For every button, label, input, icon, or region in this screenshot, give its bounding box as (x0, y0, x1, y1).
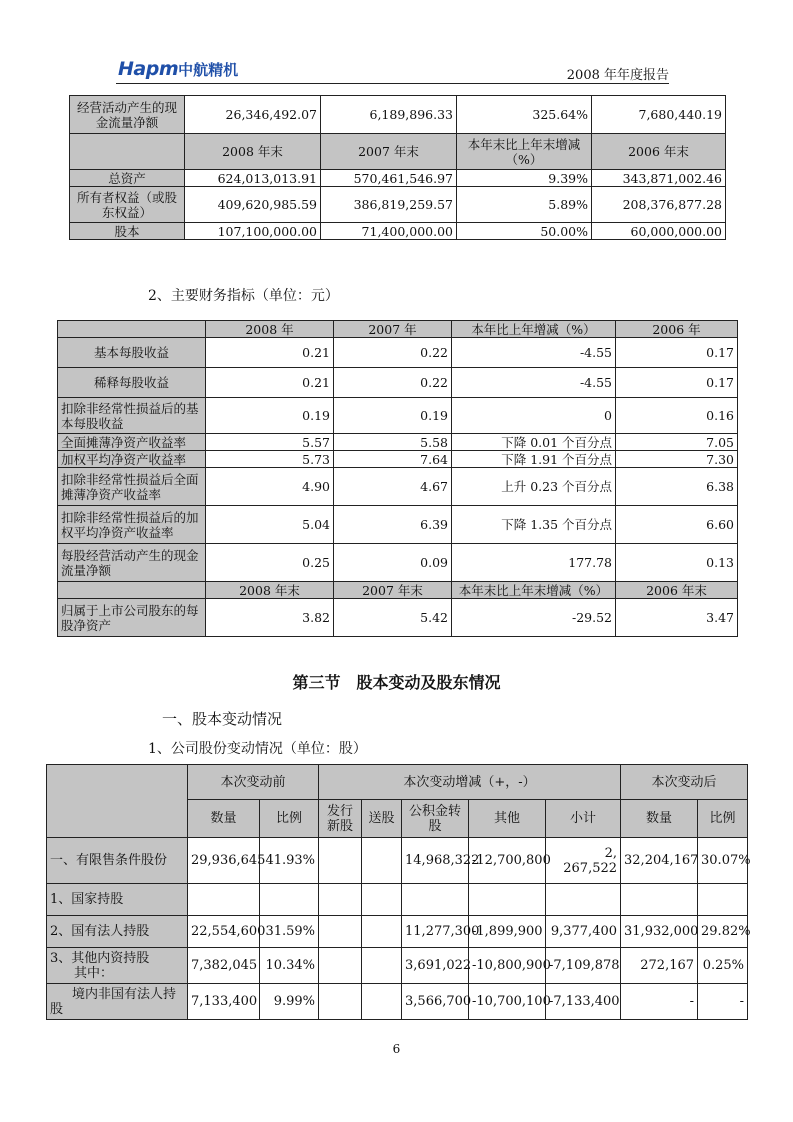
table-row (58, 506, 738, 544)
report-title: 2008 年年度报告 (566, 68, 669, 83)
cell: -12,700,800 (469, 838, 546, 884)
row-label: 扣除非经常性损益后的基本每股收益 (58, 398, 206, 434)
cell: 30.07% (698, 838, 748, 884)
cell: 60,000,000.00 (592, 223, 726, 240)
cell: 0.17 (616, 338, 738, 368)
table-row (47, 984, 748, 1020)
cell (319, 984, 362, 1020)
cell (188, 884, 260, 916)
header-cell: 其他 (469, 800, 546, 838)
cell: 6.39 (334, 506, 452, 544)
cell: - (621, 984, 698, 1020)
table-row (70, 96, 726, 134)
header-cell: 2008 年末 (185, 134, 321, 170)
cell: 0.21 (206, 368, 334, 398)
share-change-table (46, 764, 751, 1020)
header-cell: 本次变动增减（+，-） (319, 765, 621, 800)
cell: 0.09 (334, 544, 452, 582)
table-row (58, 338, 738, 368)
cell: 5.04 (206, 506, 334, 544)
cell (362, 838, 402, 884)
row-label: 2、国有法人持股 (47, 916, 188, 948)
row-label: 股本 (70, 223, 185, 240)
logo-english: Hapm (118, 58, 179, 80)
header-cell: 本年末比上年末增减（%） (457, 134, 592, 170)
cell: 177.78 (452, 544, 616, 582)
cell (469, 884, 546, 916)
cell: 386,819,259.57 (321, 187, 457, 223)
table-row (70, 223, 726, 240)
cell: 9,377,400 (546, 916, 621, 948)
cell: 5.89% (457, 187, 592, 223)
cell: - (698, 984, 748, 1020)
header-cell: 2008 年末 (206, 582, 334, 599)
table-row (58, 544, 738, 582)
cell (362, 948, 402, 984)
row-label: 经营活动产生的现金流量净额 (70, 96, 185, 134)
cell (621, 884, 698, 916)
header-cell: 2007 年末 (321, 134, 457, 170)
header-cell: 小计 (546, 800, 621, 838)
cell: 14,968,322 (402, 838, 469, 884)
header-cell: 2006 年 (616, 321, 738, 338)
cell: 0 (452, 398, 616, 434)
cell: 0.25 (206, 544, 334, 582)
row-label: 所有者权益（或股东权益） (70, 187, 185, 223)
cell: 3,566,700 (402, 984, 469, 1020)
table-group-header-row (47, 765, 748, 800)
header-cell: 2007 年末 (334, 582, 452, 599)
cell: -1,899,900 (469, 916, 546, 948)
table-row (70, 170, 726, 187)
cell: 0.16 (616, 398, 738, 434)
cell: -4.55 (452, 368, 616, 398)
cell: 0.13 (616, 544, 738, 582)
cell: -7,109,878 (546, 948, 621, 984)
cell: 409,620,985.59 (185, 187, 321, 223)
cell (362, 984, 402, 1020)
cell: 71,400,000.00 (321, 223, 457, 240)
header-cell: 公积金转股 (402, 800, 469, 838)
header-cell: 送股 (362, 800, 402, 838)
financial-indicators-table (57, 320, 738, 637)
header-cell (47, 765, 188, 838)
cell: 41.93% (260, 838, 319, 884)
cell: 624,013,013.91 (185, 170, 321, 187)
cell: 5.42 (334, 599, 452, 637)
cell: 9.99% (260, 984, 319, 1020)
subsection-heading: 1、公司股份变动情况（单位：股） (148, 741, 367, 757)
table-row (58, 434, 738, 451)
row-label: 加权平均净资产收益率 (58, 451, 206, 468)
table-row (58, 468, 738, 506)
cell: -7,133,400 (546, 984, 621, 1020)
cell: 29.82% (698, 916, 748, 948)
cell: 570,461,546.97 (321, 170, 457, 187)
header-cell: 2006 年末 (592, 134, 726, 170)
cell: 50.00% (457, 223, 592, 240)
cell: 下降 1.35 个百分点 (452, 506, 616, 544)
table-row (47, 884, 748, 916)
row-label-subline: 其中： (74, 965, 114, 981)
balance-summary-table (69, 95, 726, 240)
cell (260, 884, 319, 916)
cell: 9.39% (457, 170, 592, 187)
table-header-row (70, 134, 726, 170)
cell: -29.52 (452, 599, 616, 637)
cell: 0.21 (206, 338, 334, 368)
header-cell: 2006 年末 (616, 582, 738, 599)
subsection-heading: 一、股本变动情况 (162, 710, 283, 728)
row-label: 1、国家持股 (47, 884, 188, 916)
cell: -4.55 (452, 338, 616, 368)
cell (319, 948, 362, 984)
section-title: 第三节 股本变动及股东情况 (292, 673, 501, 692)
header-cell: 2007 年 (334, 321, 452, 338)
cell: 4.90 (206, 468, 334, 506)
header-cell: 本次变动前 (188, 765, 319, 800)
cell: 107,100,000.00 (185, 223, 321, 240)
header-cell (58, 321, 206, 338)
header-cell: 本年比上年增减（%） (452, 321, 616, 338)
cell: 5.57 (206, 434, 334, 451)
cell (319, 838, 362, 884)
cell: 6.38 (616, 468, 738, 506)
row-label: 总资产 (70, 170, 185, 187)
cell: -10,800,900 (469, 948, 546, 984)
logo-chinese: 中航精机 (178, 61, 239, 79)
cell: 0.25% (698, 948, 748, 984)
cell: 11,277,300 (402, 916, 469, 948)
table-header-row (58, 321, 738, 338)
cell: 208,376,877.28 (592, 187, 726, 223)
header-divider (116, 83, 669, 84)
table-row (58, 368, 738, 398)
cell: 4.67 (334, 468, 452, 506)
cell: 272,167 (621, 948, 698, 984)
section-heading-financial-indicators: 2、主要财务指标（单位：元） (148, 288, 339, 304)
header-cell: 数量 (621, 800, 698, 838)
cell: 上升 0.23 个百分点 (452, 468, 616, 506)
cell: 3.82 (206, 599, 334, 637)
cell (319, 916, 362, 948)
row-label: 基本每股收益 (58, 338, 206, 368)
header-cell: 数量 (188, 800, 260, 838)
cell: 7.30 (616, 451, 738, 468)
cell: 0.19 (334, 398, 452, 434)
page-number: 6 (392, 1042, 401, 1056)
cell: 26,346,492.07 (185, 96, 321, 134)
row-label: 稀释每股收益 (58, 368, 206, 398)
header-cell: 本次变动后 (621, 765, 748, 800)
cell: 32,204,167 (621, 838, 698, 884)
row-label: 每股经营活动产生的现金流量净额 (58, 544, 206, 582)
cell: 5.73 (206, 451, 334, 468)
header-cell: 发行新股 (319, 800, 362, 838)
cell: 31,932,000 (621, 916, 698, 948)
table-row (58, 451, 738, 468)
cell: 3.47 (616, 599, 738, 637)
cell: 10.34% (260, 948, 319, 984)
cell: -10,700,100 (469, 984, 546, 1020)
cell: 29,936,645 (188, 838, 260, 884)
header-cell: 2008 年 (206, 321, 334, 338)
cell: 7.05 (616, 434, 738, 451)
row-label: 一、有限售条件股份 (47, 838, 188, 884)
cell: 5.58 (334, 434, 452, 451)
cell: 7.64 (334, 451, 452, 468)
table-row (58, 599, 738, 637)
cell: 2, 267,522 (546, 838, 621, 884)
cell: 7,382,045 (188, 948, 260, 984)
cell (362, 916, 402, 948)
table-header-row (58, 582, 738, 599)
cell (698, 884, 748, 916)
cell: 7,680,440.19 (592, 96, 726, 134)
header-cell: 比例 (698, 800, 748, 838)
header-cell: 比例 (260, 800, 319, 838)
cell: 下降 0.01 个百分点 (452, 434, 616, 451)
table-row (47, 838, 748, 884)
company-logo (118, 58, 238, 80)
row-label: 扣除非经常性损益后全面摊薄净资产收益率 (58, 468, 206, 506)
cell: 0.19 (206, 398, 334, 434)
row-label: 境内非国有法人持股 (47, 984, 188, 1020)
header-cell: 本年末比上年末增减（%） (452, 582, 616, 599)
cell: 7,133,400 (188, 984, 260, 1020)
cell: 下降 1.91 个百分点 (452, 451, 616, 468)
table-row (58, 398, 738, 434)
cell: 0.22 (334, 368, 452, 398)
row-label-line: 3、其他内资持股 (50, 950, 150, 966)
cell: 31.59% (260, 916, 319, 948)
row-label: 归属于上市公司股东的每股净资产 (58, 599, 206, 637)
table-row (47, 916, 748, 948)
cell (546, 884, 621, 916)
cell: 343,871,002.46 (592, 170, 726, 187)
table-row (70, 187, 726, 223)
header-cell (58, 582, 206, 599)
row-label (47, 948, 188, 984)
cell: 325.64% (457, 96, 592, 134)
cell: 22,554,600 (188, 916, 260, 948)
row-label: 全面摊薄净资产收益率 (58, 434, 206, 451)
cell: 3,691,022 (402, 948, 469, 984)
cell: 6,189,896.33 (321, 96, 457, 134)
table-row (47, 948, 748, 984)
cell (402, 884, 469, 916)
cell (319, 884, 362, 916)
row-label: 扣除非经常性损益后的加权平均净资产收益率 (58, 506, 206, 544)
cell: 6.60 (616, 506, 738, 544)
cell: 0.22 (334, 338, 452, 368)
header-cell (70, 134, 185, 170)
cell: 0.17 (616, 368, 738, 398)
cell (362, 884, 402, 916)
